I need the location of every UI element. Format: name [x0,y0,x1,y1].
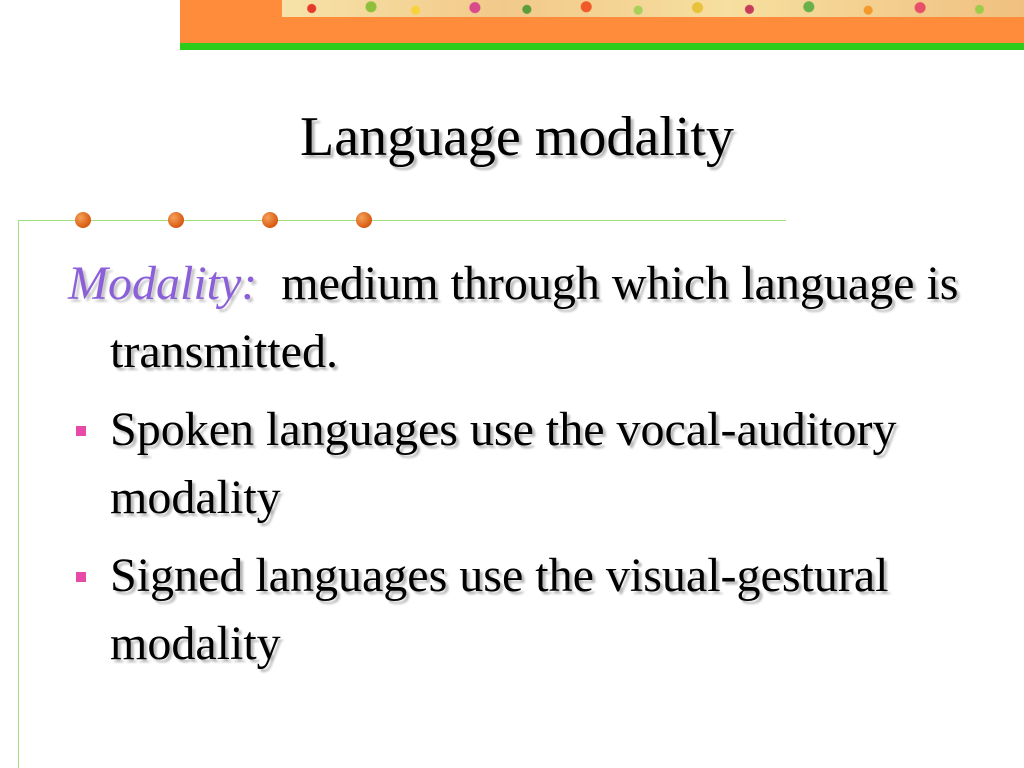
bullet-item [68,542,968,678]
bullet-square-icon [76,426,86,436]
divider-dot [168,212,184,228]
divider-dot [356,212,372,228]
slide-title: Language modality [300,106,734,168]
vertical-divider [18,220,19,768]
divider-dot [75,212,91,228]
definition-paragraph [68,250,968,386]
horizontal-divider [18,220,786,221]
slide-body [68,250,968,688]
floral-decoration [282,0,1024,17]
definition-term: Modality: [68,257,258,310]
bullet-square-icon [76,572,86,582]
bullet-text: Spoken languages use the vocal-auditory modality [110,403,897,524]
divider-dot [262,212,278,228]
banner-green-stripe [180,43,1024,50]
bullet-item [68,396,968,532]
definition-text: medium through which language is transmitted. [110,257,959,378]
bullet-text: Signed languages use the visual-gestural modality [110,549,889,670]
